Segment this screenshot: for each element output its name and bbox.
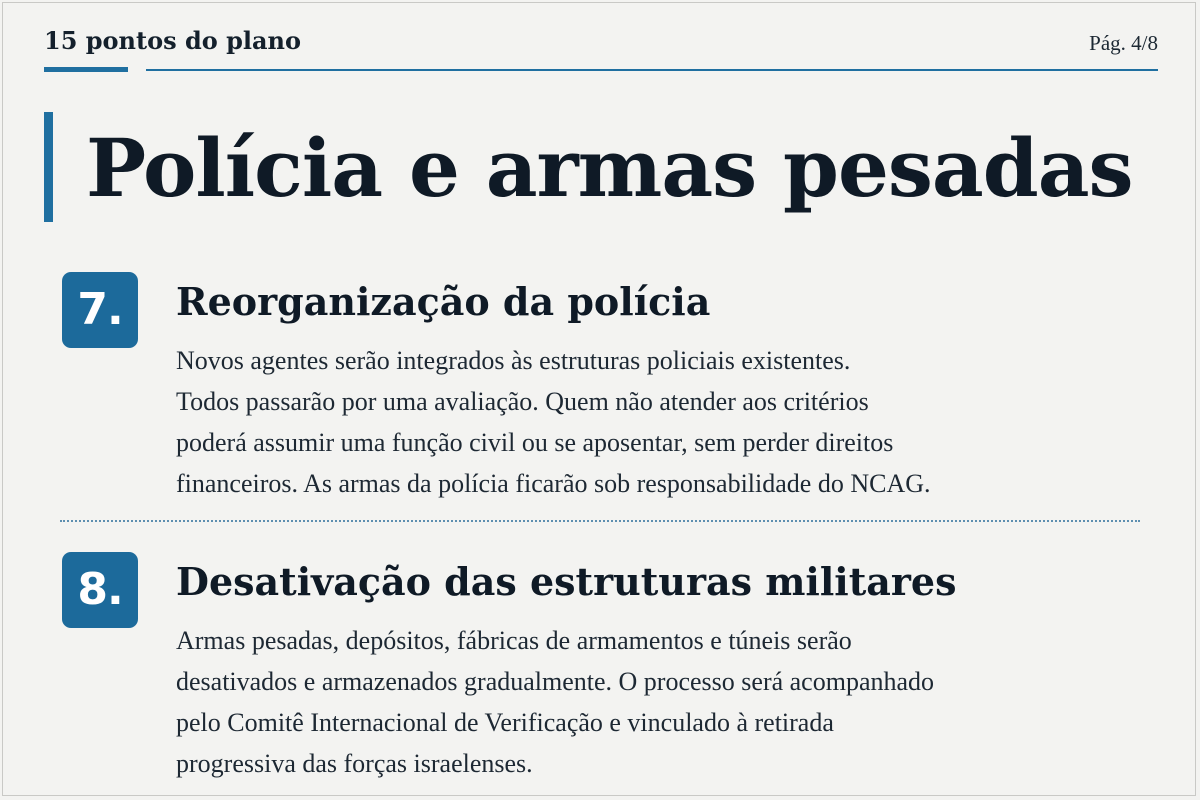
item-body-line: desativados e armazenados gradualmente. O processo será acompanhado	[176, 667, 935, 696]
item-heading: Reorganização da polícia	[176, 279, 711, 324]
item-number-badge: 8.	[62, 552, 138, 628]
series-label: 15 pontos do plano	[44, 26, 302, 55]
item-body	[176, 620, 1136, 784]
item-body-line: pelo Comitê Internacional de Verificação e vinculado à retirada	[176, 708, 834, 737]
header-accent-rule	[44, 67, 128, 72]
item-body	[176, 340, 1136, 504]
item-body-line: Novos agentes serão integrados às estruturas policiais existentes.	[176, 346, 851, 375]
item-heading: Desativação das estruturas militares	[176, 559, 957, 604]
item-body-line: Todos passarão por uma avaliação. Quem não atender aos critérios	[176, 387, 869, 416]
section-divider	[60, 520, 1140, 522]
item-body-line: poderá assumir uma função civil ou se aposentar, sem perder direitos	[176, 428, 894, 457]
page-indicator: Pág. 4/8	[1089, 31, 1158, 55]
title-accent-bar	[44, 112, 53, 222]
page-title: Polícia e armas pesadas	[86, 121, 1133, 215]
item-number-badge: 7.	[62, 272, 138, 348]
item-body-line: progressiva das forças israelenses.	[176, 749, 533, 778]
item-body-line: Armas pesadas, depósitos, fábricas de armamentos e túneis serão	[176, 626, 852, 655]
item-body-line: financeiros. As armas da polícia ficarão sob responsabilidade do NCAG.	[176, 469, 931, 498]
header-rule	[146, 69, 1158, 71]
